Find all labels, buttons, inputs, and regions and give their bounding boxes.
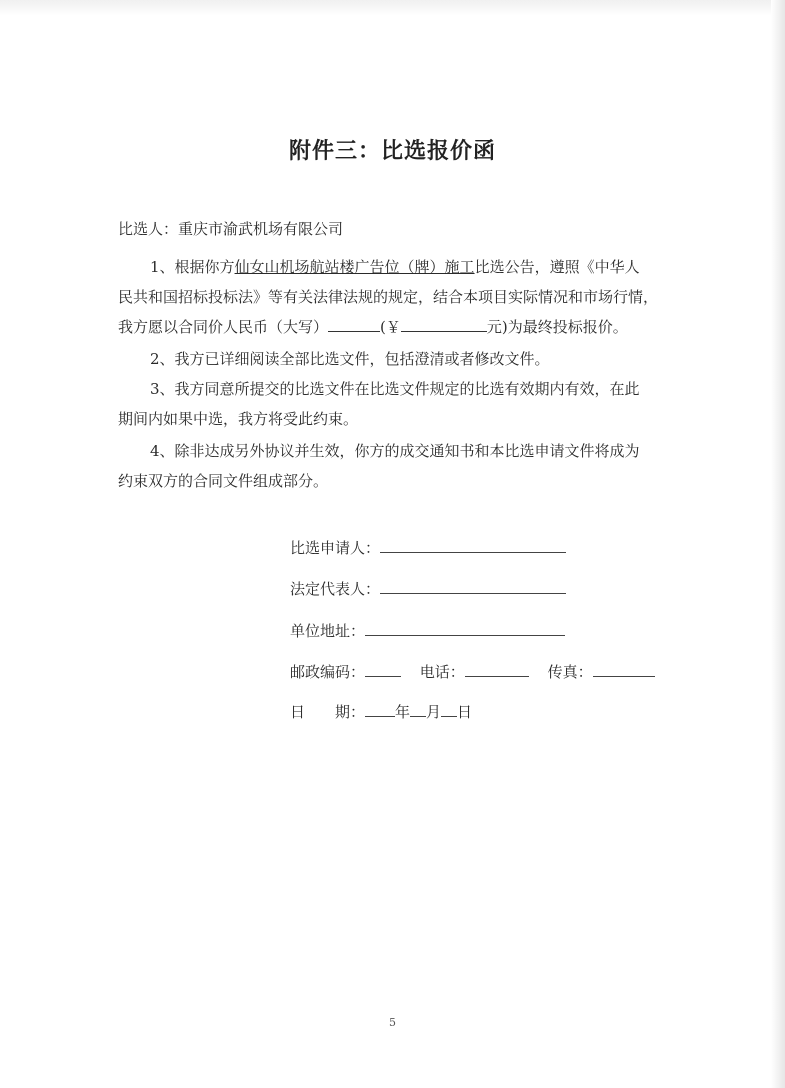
address-label: 单位地址： bbox=[290, 622, 366, 640]
p1-suffix: 比选公告，遵照《中华人 bbox=[474, 258, 640, 276]
month-blank[interactable] bbox=[410, 700, 426, 717]
paragraph-2-line-1: 2、我方已详细阅读全部比选文件，包括澄清或者修改文件。 bbox=[150, 350, 550, 368]
price-label: 我方愿以合同价人民币（大写） bbox=[118, 318, 329, 336]
project-name: 仙女山机场航站楼广告位（牌）施工 bbox=[234, 258, 475, 276]
month-label: 月 bbox=[426, 703, 442, 721]
day-label: 日 bbox=[457, 703, 473, 721]
page-number: 5 bbox=[389, 1016, 396, 1029]
phone-label: 电话： bbox=[419, 663, 465, 681]
applicant-label: 比选申请人： bbox=[290, 539, 381, 557]
price-suffix: 元)为最终投标报价。 bbox=[486, 318, 628, 336]
paragraph-4-line-2: 约束双方的合同文件组成部分。 bbox=[118, 472, 329, 490]
fax-blank[interactable] bbox=[593, 660, 655, 677]
applicant-blank[interactable] bbox=[380, 536, 566, 553]
scan-edge-top bbox=[0, 0, 785, 16]
paragraph-1 bbox=[118, 252, 678, 342]
year-label: 年 bbox=[395, 703, 411, 721]
paragraph-1-line-2: 民共和国招标投标法》等有关法律法规的规定，结合本项目实际情况和市场行情， bbox=[118, 288, 659, 306]
year-blank[interactable] bbox=[365, 700, 395, 717]
legal-rep-label: 法定代表人： bbox=[290, 580, 381, 598]
paragraph-3-line-1: 3、我方同意所提交的比选文件在比选文件规定的比选有效期内有效，在此 bbox=[150, 380, 640, 398]
paragraph-4-line-1: 4、除非达成另外协议并生效，你方的成交通知书和本比选申请文件将成为 bbox=[150, 442, 640, 460]
applicant-row bbox=[290, 536, 566, 558]
paragraph-1-line-1 bbox=[118, 252, 678, 282]
p1-prefix: 1、根据你方 bbox=[150, 258, 235, 276]
phone-blank[interactable] bbox=[465, 660, 529, 677]
legal-rep-blank[interactable] bbox=[380, 577, 566, 594]
page-title: 附件三：比选报价函 bbox=[288, 139, 496, 164]
legal-rep-row bbox=[290, 577, 566, 599]
price-yuan-open: (￥ bbox=[380, 318, 401, 336]
date-row bbox=[290, 700, 472, 722]
paragraph-2 bbox=[118, 344, 678, 374]
paragraph-3 bbox=[118, 374, 678, 434]
date-label: 日 期： bbox=[290, 703, 366, 721]
paragraph-3-line-2: 期间内如果中选，我方将受此约束。 bbox=[118, 410, 359, 428]
addressee: 比选人：重庆市渝武机场有限公司 bbox=[118, 220, 344, 238]
address-blank[interactable] bbox=[365, 619, 565, 636]
price-number-blank[interactable] bbox=[401, 313, 487, 332]
day-blank[interactable] bbox=[441, 700, 457, 717]
price-words-blank[interactable] bbox=[328, 313, 380, 332]
postcode-blank[interactable] bbox=[365, 660, 401, 677]
paragraph-1-line-3 bbox=[118, 312, 678, 342]
fax-label: 传真： bbox=[547, 663, 593, 681]
postcode-label: 邮政编码： bbox=[290, 663, 366, 681]
paragraph-4 bbox=[118, 436, 678, 496]
contact-row bbox=[290, 660, 655, 682]
address-row bbox=[290, 619, 565, 641]
